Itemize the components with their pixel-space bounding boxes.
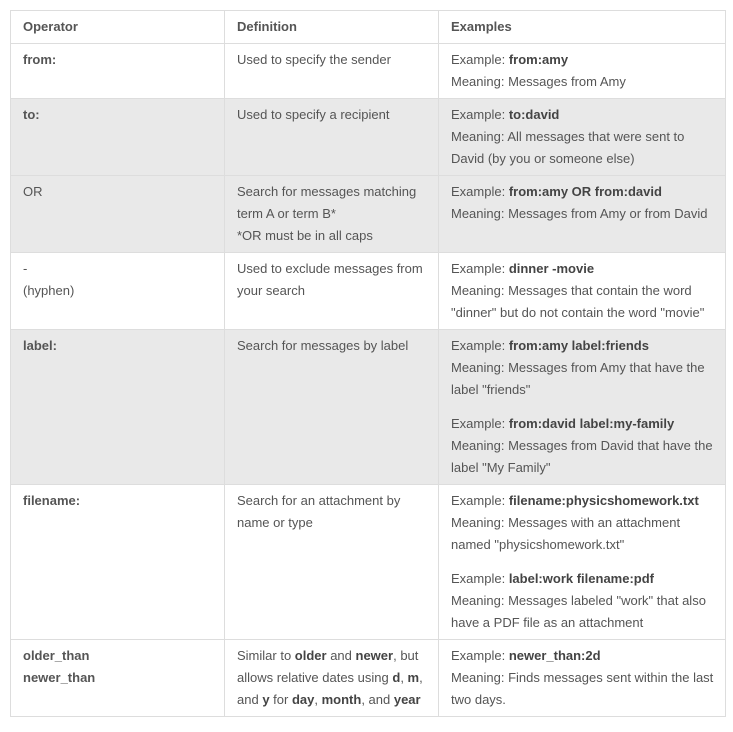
table-row: [11, 176, 726, 253]
example-prefix: Example:: [451, 416, 509, 431]
definition-text: ,: [400, 670, 408, 685]
table-row: [11, 485, 726, 640]
definition-cell: [225, 99, 439, 176]
examples-cell: [439, 485, 726, 640]
definition-term: m: [407, 670, 420, 685]
example-prefix: Example:: [451, 107, 509, 122]
example-prefix: Example:: [451, 184, 509, 199]
definition-text: and: [326, 648, 356, 663]
example-prefix: Example:: [451, 52, 509, 67]
example-query: label:work filename:pdf: [508, 571, 655, 586]
definition-cell: [225, 44, 439, 99]
examples-cell: [439, 253, 726, 330]
examples-cell: [439, 640, 726, 717]
definition-cell: [225, 253, 439, 330]
definition-text: , but allows relative dates using: [237, 648, 419, 685]
definition-text: Search for an attachment by name or type: [237, 493, 401, 530]
definition-text: ,: [314, 692, 322, 707]
operator-name: label:: [23, 338, 57, 353]
example-meaning: Meaning: Messages with an attachment named "physicshomework.txt": [451, 515, 681, 552]
operator-name: -: [23, 261, 28, 276]
header-operator: Operator: [11, 11, 225, 44]
example-prefix: Example:: [451, 493, 509, 508]
example-query: from:amy label:friends: [508, 338, 649, 353]
operator-alias: (hyphen): [23, 283, 75, 298]
example-block: [451, 335, 715, 401]
definition-note: *OR must be in all caps: [237, 228, 373, 243]
example-prefix: Example:: [451, 571, 509, 586]
definition-text: for: [269, 692, 292, 707]
example-query: to:david: [508, 107, 560, 122]
header-examples: Examples: [439, 11, 726, 44]
example-block: [451, 104, 715, 170]
operator-name: older_than: [23, 648, 90, 663]
definition-text: Used to exclude messages from your search: [237, 261, 423, 298]
table-row: [11, 253, 726, 330]
definition-text: Used to specify the sender: [237, 52, 391, 67]
example-block: [451, 645, 715, 711]
example-query: from:david label:my-family: [508, 416, 675, 431]
definition-term: month: [321, 692, 362, 707]
operator-name: OR: [23, 184, 43, 199]
definition-text: , and: [237, 670, 423, 707]
example-meaning: Meaning: Finds messages sent within the last two days.: [451, 670, 714, 707]
operator-name: from:: [23, 52, 57, 67]
example-meaning: Meaning: Messages from Amy or from David: [451, 206, 708, 221]
example-meaning: Meaning: Messages from Amy that have the label "friends": [451, 360, 705, 397]
example-block: [451, 568, 715, 634]
example-query: from:amy: [508, 52, 569, 67]
example-meaning: Meaning: Messages from Amy: [451, 74, 626, 89]
definition-cell: [225, 485, 439, 640]
definition-cell: [225, 640, 439, 717]
example-query: from:amy OR from:david: [508, 184, 662, 199]
example-query: filename:physicshomework.txt: [508, 493, 699, 508]
table-header-row: [11, 11, 726, 44]
operator-cell: [11, 176, 225, 253]
definition-text: , and: [361, 692, 394, 707]
definition-cell: [225, 176, 439, 253]
example-query: newer_than:2d: [508, 648, 601, 663]
definition-term: d: [392, 670, 401, 685]
definition-text: Search for messages matching term A or term B*: [237, 184, 417, 221]
example-meaning: Meaning: Messages that contain the word "dinner" but do not contain the word "movie": [451, 283, 705, 320]
example-block: [451, 49, 715, 93]
definition-text: Similar to: [237, 648, 295, 663]
operator-name: newer_than: [23, 670, 96, 685]
examples-cell: [439, 99, 726, 176]
operator-cell: [11, 44, 225, 99]
definition-cell: [225, 330, 439, 485]
examples-cell: [439, 176, 726, 253]
example-prefix: Example:: [451, 338, 509, 353]
example-block: [451, 181, 715, 225]
definition-term: year: [393, 692, 421, 707]
operator-cell: [11, 485, 225, 640]
definition-term: day: [291, 692, 315, 707]
operator-name: to:: [23, 107, 40, 122]
example-block: [451, 258, 715, 324]
table-row: [11, 44, 726, 99]
example-block: [451, 490, 715, 556]
table-row: [11, 640, 726, 717]
table-row: [11, 99, 726, 176]
search-operators-table: [10, 10, 726, 717]
operator-cell: [11, 253, 225, 330]
example-query: dinner -movie: [508, 261, 595, 276]
header-definition: Definition: [225, 11, 439, 44]
operators-table-container: [10, 10, 726, 717]
example-meaning: Meaning: All messages that were sent to David (by you or someone else): [451, 129, 685, 166]
operator-cell: [11, 640, 225, 717]
examples-cell: [439, 44, 726, 99]
operator-cell: [11, 99, 225, 176]
definition-text: Search for messages by label: [237, 338, 409, 353]
example-meaning: Meaning: Messages labeled "work" that also have a PDF file as an attachment: [451, 593, 706, 630]
example-meaning: Meaning: Messages from David that have the label "My Family": [451, 438, 713, 475]
operator-name: filename:: [23, 493, 81, 508]
example-block: [451, 413, 715, 479]
table-row: [11, 330, 726, 485]
definition-text: Used to specify a recipient: [237, 107, 390, 122]
operator-cell: [11, 330, 225, 485]
definition-term: y: [262, 692, 270, 707]
definition-term: older: [294, 648, 327, 663]
example-prefix: Example:: [451, 648, 509, 663]
examples-cell: [439, 330, 726, 485]
example-prefix: Example:: [451, 261, 509, 276]
definition-term: newer: [355, 648, 394, 663]
